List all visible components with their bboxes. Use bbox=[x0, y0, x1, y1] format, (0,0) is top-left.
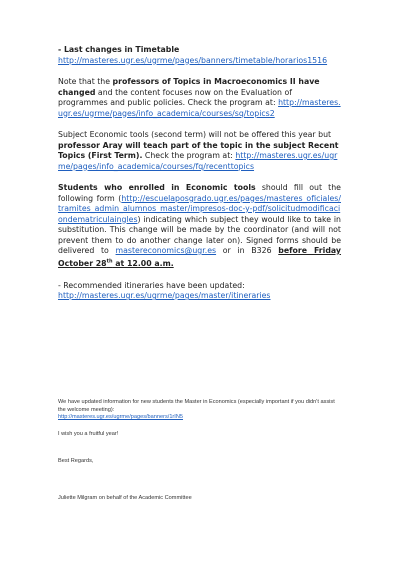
econtools-text-2: Check the program at: bbox=[142, 151, 236, 160]
footer-link[interactable]: http://masteres.ugr.es/ugrme/pages/banners/1rIN5 bbox=[58, 414, 183, 421]
footer-block bbox=[58, 399, 341, 503]
deadline-suffix: th bbox=[106, 258, 113, 265]
enrolled-text-3: or in B326 bbox=[216, 246, 279, 255]
enrolled-text-2: ) indicating which subject they would like to take in substitution. This change will be made by the coordinator (and will not prevent them to do another change later on). Signed forms should be delivered to bbox=[58, 214, 341, 255]
econtools-bold: professor Aray will teach part of the topic in the subject Recent Topics (First Term). bbox=[58, 140, 339, 160]
econtools-section bbox=[58, 130, 341, 172]
macro-program-link[interactable]: http://masteres.ugr.es/ugrme/pages/info_academica/courses/sq/topics2 bbox=[58, 98, 341, 118]
itineraries-section bbox=[58, 281, 341, 302]
enrolled-section bbox=[58, 183, 341, 270]
recent-topics-link[interactable]: http://masteres.ugr.es/ugrme/pages/info_academica/courses/fq/recenttopics bbox=[58, 151, 338, 171]
timetable-link[interactable]: http://masteres.ugr.es/ugrme/pages/banners/timetable/horarios1516 bbox=[58, 55, 328, 65]
email-link[interactable]: mastereconomics@ugr.es bbox=[115, 246, 217, 255]
announcement-body bbox=[58, 45, 341, 313]
form-link[interactable]: http://escuelaposgrado.ugr.es/pages/masteres_oficiales/tramites_admin_alumnos_master/impresos-doc-y-pdf/solicitudmodificaciondematriculaingles bbox=[58, 193, 341, 224]
timetable-heading: - Last changes in Timetable bbox=[58, 45, 180, 54]
footer-wish: I wish you a fruitful year! bbox=[58, 430, 119, 437]
macro-text-2: and the content focuses now on the Evaluation of programmes and public policies. Check the program at: bbox=[58, 87, 292, 107]
timetable-section bbox=[58, 45, 341, 66]
itineraries-link[interactable]: http://masteres.ugr.es/ugrme/pages/master/itineraries bbox=[58, 291, 271, 301]
footer-signature: Juliette Milgram on behalf of the Academic Committee bbox=[58, 494, 192, 501]
enrolled-bold: Students who enrolled in Economic tools bbox=[58, 183, 256, 192]
econtools-text-1: Subject Economic tools (second term) will not be offered this year but bbox=[58, 130, 332, 139]
macro-text-1: Note that the bbox=[58, 77, 113, 86]
footer-info: We have updated information for new students the Master in Economics (especially important if you didn't assist the welcome meeting): bbox=[58, 399, 335, 413]
itineraries-text: - Recommended itineraries have been updated: bbox=[58, 280, 245, 290]
deadline-date: before Friday October 28 bbox=[58, 246, 342, 269]
enrolled-text-1: should fill out the following form ( bbox=[58, 183, 341, 203]
macro-section bbox=[58, 77, 341, 119]
footer-regards: Best Regards, bbox=[58, 458, 94, 465]
macro-bold: professors of Topics in Macroeconomics II have changed bbox=[58, 77, 320, 97]
deadline-time: at 12.00 a.m. bbox=[112, 259, 174, 269]
